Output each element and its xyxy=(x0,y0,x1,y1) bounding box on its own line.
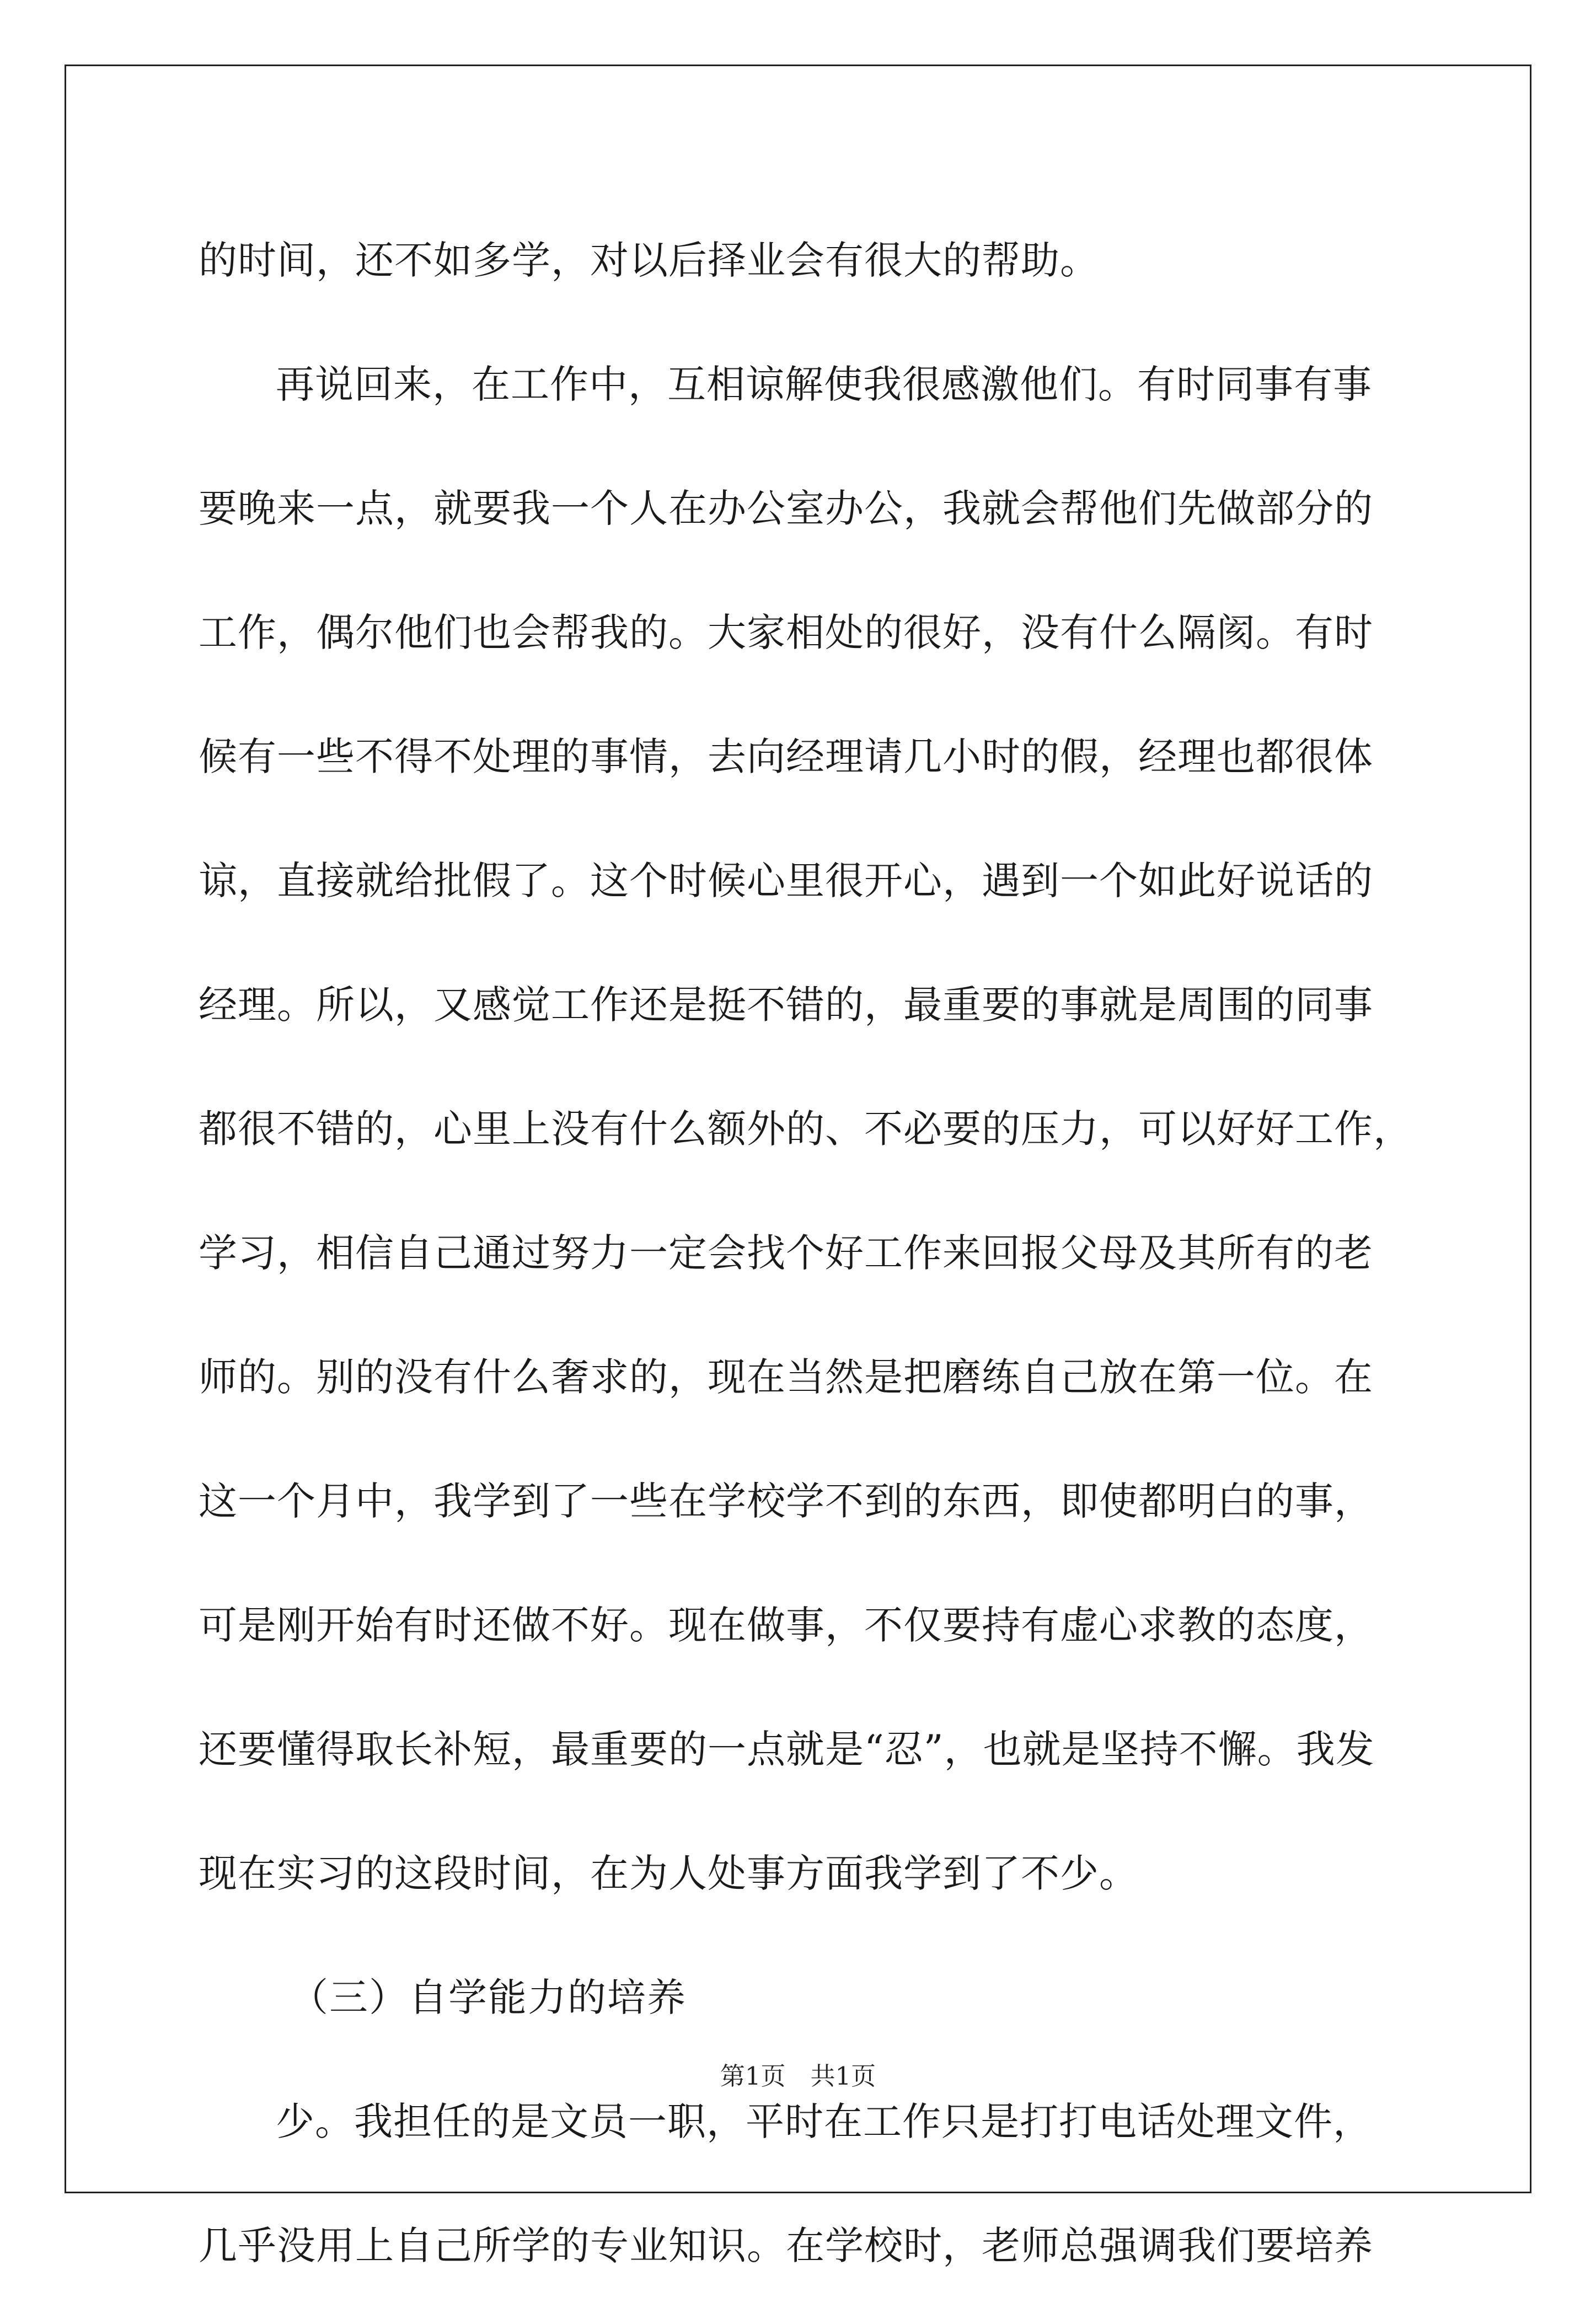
text-line: 现在实习的这段时间，在为人处事方面我学到了不少。 xyxy=(199,1851,1138,1896)
text-line: 的时间，还不如多学，对以后择业会有很大的帮助。 xyxy=(199,238,1099,283)
text-line: 都很不错的，心里上没有什么额外的、不必要的压力，可以好好工作， xyxy=(199,1106,1412,1152)
document-body xyxy=(199,199,1412,2308)
text-line: 谅，直接就给批假了。这个时候心里很开心，遇到一个如此好说话的 xyxy=(199,858,1373,903)
paragraph-start-line: 再说回来，在工作中，互相谅解使我很感激他们。有时同事有事 xyxy=(276,362,1372,407)
text-line: 这一个月中，我学到了一些在学校学不到的东西，即使都明白的事， xyxy=(199,1479,1373,1524)
text-line: 师的。别的没有什么奢求的，现在当然是把磨练自己放在第一位。在 xyxy=(199,1354,1373,1400)
text-line: 可是刚开始有时还做不好。现在做事，不仅要持有虚心求教的态度， xyxy=(199,1603,1373,1648)
text-line: 候有一些不得不处理的事情，去向经理请几小时的假，经理也都很体 xyxy=(199,734,1373,779)
text-line: 工作，偶尔他们也会帮我的。大家相处的很好，没有什么隔阂。有时 xyxy=(199,610,1373,655)
page-footer: 第1页 共1页 xyxy=(720,2061,876,2091)
text-line: 经理。所以，又感觉工作还是挺不错的，最重要的事就是周围的同事 xyxy=(199,982,1373,1027)
text-line: 学习，相信自己通过努力一定会找个好工作来回报父母及其所有的老 xyxy=(199,1230,1373,1276)
text-line: 几乎没用上自己所学的专业知识。在学校时，老师总强调我们要培养 xyxy=(199,2223,1373,2268)
section-heading: （三）自学能力的培养 xyxy=(290,1975,687,2020)
text-line: 还要懂得取长补短，最重要的一点就是“忍”，也就是坚持不懈。我发 xyxy=(199,1727,1375,1772)
text-line: 要晚来一点，就要我一个人在办公室办公，我就会帮他们先做部分的 xyxy=(199,486,1373,531)
paragraph-start-line: 少。我担任的是文员一职，平时在工作只是打打电话处理文件， xyxy=(276,2099,1372,2144)
